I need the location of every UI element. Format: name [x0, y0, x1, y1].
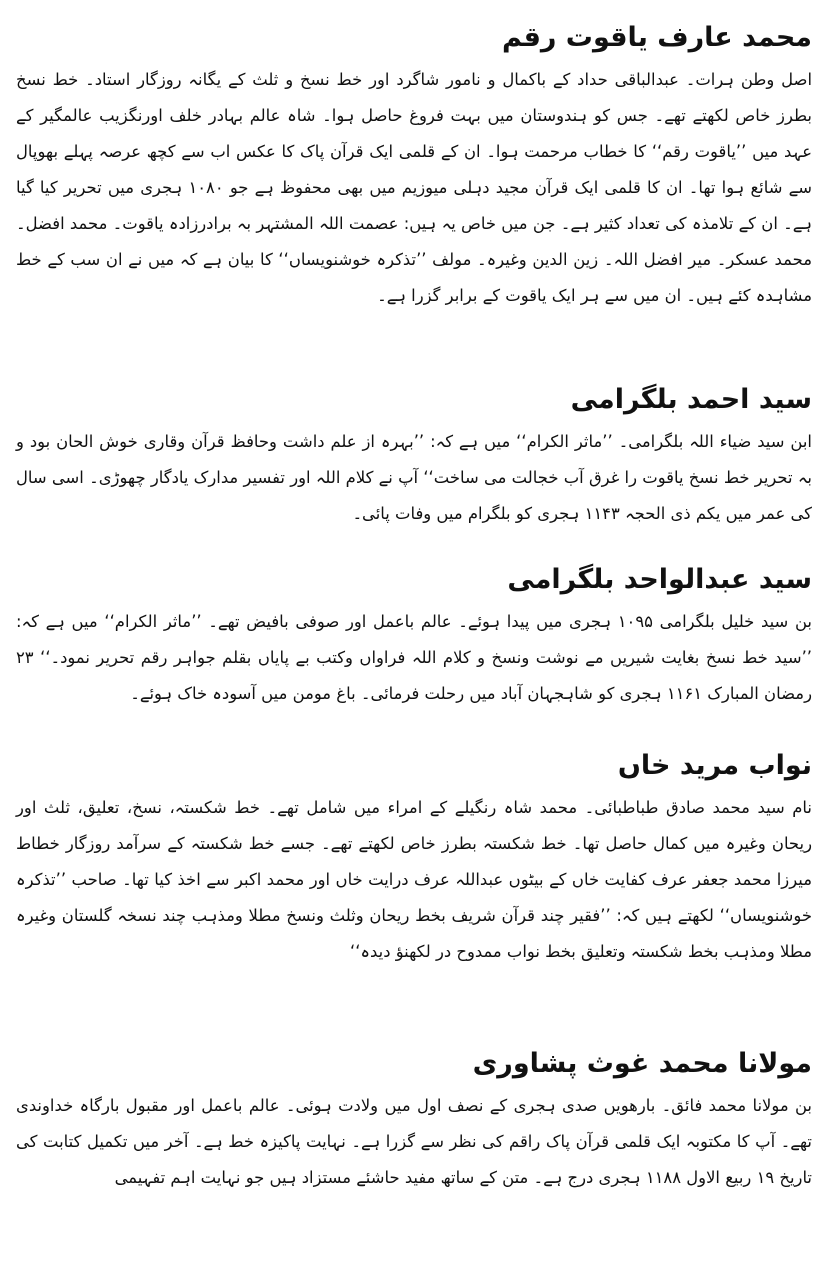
- entry-muhammad-arif-yaqut-raqam: [16, 20, 812, 382]
- entry-syed-ahmad-bilgrami: [16, 382, 812, 562]
- entry-heading: سید عبدالواحد بلگرامی: [507, 564, 812, 595]
- entry-heading: مولانا محمد غوث پشاوری: [472, 1048, 812, 1079]
- entry-body: نام سید محمد صادق طباطبائی۔ محمد شاہ رنگیلے کے امراء میں شامل تھے۔ خط شکستہ، نسخ، تعلیق، ثلث اور ریحان وغیرہ میں کمال حاصل تھا۔ خط شکستہ بطرز خاص لکھتے تھے۔ جسے خط شکستہ کے سرآمد روزگار خطاط میرزا محمد جعفر عرف کفایت خاں کے بیٹوں عبداللہ عرف درایت خاں اور محمد اکبر سے اخذ کیا تھا۔ صاحب ’’تذکرہ خوشنویساں‘‘ لکھتے ہیں کہ: ’’فقیر چند قرآن شریف بخط ریحان وثلث ونسخ مطلا ومذہب چند نسخہ گلستان وغیرہ مطلا ومذہب بخط شکستہ وتعلیق بخط نواب ممدوح در لکھنؤ دیدہ‘‘: [16, 798, 812, 961]
- entry-syed-abdul-wahid-bilgrami: [16, 562, 812, 748]
- entry-body: بن مولانا محمد فائق۔ بارھویں صدی ہجری کے نصف اول میں ولادت ہوئی۔ عالم باعمل اور مقبول بارگاہ خداوندی تھے۔ آپ کا مکتوبہ ایک قلمی قرآن پاک راقم کی نظر سے گزرا ہے۔ نہایت پاکیزہ خط ہے۔ آخر میں تکمیل کتابت کی تاریخ ۱۹ ربیع الاول ۱۱۸۸ ہجری درج ہے۔ متن کے ساتھ مفید حاشئے مستزاد ہیں جو نہایت اہم تفہیمی: [16, 1096, 812, 1187]
- entry-body: اصل وطن ہرات۔ عبدالباقی حداد کے باکمال و نامور شاگرد اور خط نسخ و ثلث کے یگانہ روزگار استاد۔ خط نسخ بطرز خاص لکھتے تھے۔ جس کو ہندوستان میں بہت فروغ حاصل ہوا۔ شاہ عالم بہادر خلف اورنگزیب عالمگیر کے عہد میں ’’یاقوت رقم‘‘ کا خطاب مرحمت ہوا۔ ان کے قلمی ایک قرآن پاک کا عکس اب سے کچھ عرصہ پہلے بھوپال سے شائع ہوا تھا۔ ان کا قلمی ایک قرآن مجید دہلی میوزیم میں بھی محفوظ ہے جو ۱۰۸۰ ہجری میں تحریر کیا گیا ہے۔ ان کے تلامذہ کی تعداد کثیر ہے۔ جن میں خاص یہ ہیں: عصمت اللہ المشتہر بہ برادرزادہ یاقوت۔ محمد افضل۔ محمد عسکر۔ میر افضل اللہ۔ زین الدین وغیرہ۔ مولف ’’تذکرہ خوشنویساں‘‘ کا بیان ہے کہ میں نے ان سب کے خط مشاہدہ کئے ہیں۔ ان میں سے ہر ایک یاقوت کے برابر گزرا ہے۔: [16, 70, 812, 305]
- entry-body: بن سید خلیل بلگرامی ۱۰۹۵ ہجری میں پیدا ہوئے۔ عالم باعمل اور صوفی بافیض تھے۔ ’’ماثر الکرام‘‘ میں ہے کہ: ’’سید خط نسخ بغایت شیریں مے نوشت ونسخ و کلام اللہ فراواں وکتب بے پایاں بقلم جواہر رقم تحریر نمود۔‘‘ ۲۳ رمضان المبارک ۱۱۶۱ ہجری کو شاہجہان آباد میں رحلت فرمائی۔ باغ مومن میں آسودہ خاک ہوئے۔: [16, 612, 812, 703]
- entry-nawab-murid-khan: [16, 748, 812, 1046]
- entry-heading: سید احمد بلگرامی: [570, 384, 812, 415]
- entry-body: ابن سید ضیاء اللہ بلگرامی۔ ’’ماثر الکرام‘‘ میں ہے کہ: ’’بہرہ از علم داشت وحافظ قرآن وقاری خوش الحان بود و بہ تحریر خط نسخ یاقوت را غرق آب خجالت می ساخت‘‘ آپ نے کلام اللہ اور تفسیر مدارک یادگار چھوڑی۔ اسی سال کی عمر میں یکم ذی الحجہ ۱۱۴۳ ہجری کو بلگرام میں وفات پائی۔: [16, 432, 812, 523]
- entry-heading: نواب مرید خاں: [617, 750, 812, 781]
- entry-heading: محمد عارف یاقوت رقم: [502, 22, 812, 53]
- entry-maulana-muhammad-ghaus-peshawari: [16, 1046, 812, 1274]
